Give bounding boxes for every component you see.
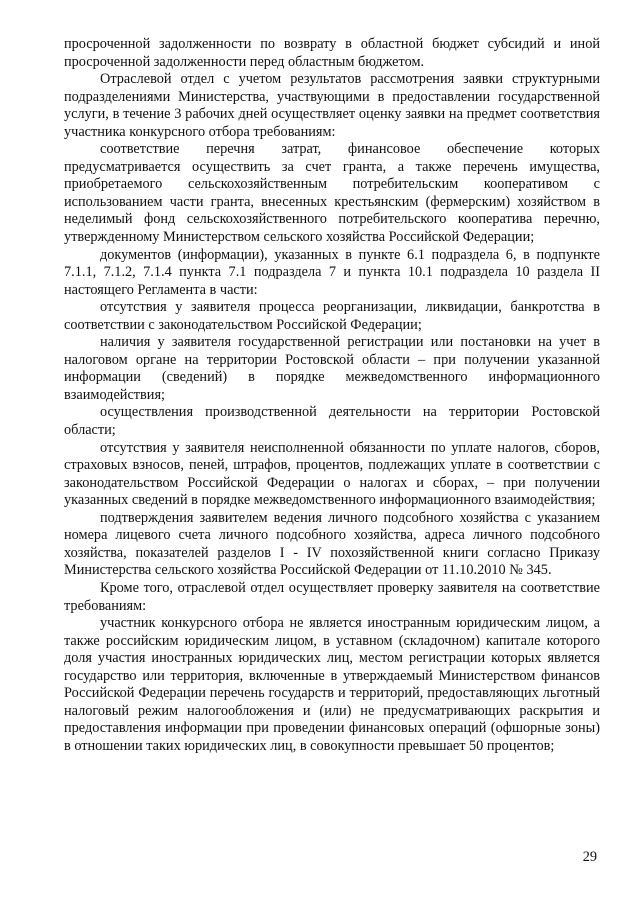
paragraph: наличия у заявителя государственной регистрации или постановки на учет в налоговом органе на территории Ростовской области – при получении указанной информации (сведений) в порядке межведомственного информационного взаимодействия; [64,334,600,403]
paragraph: Отраслевой отдел с учетом результатов рассмотрения заявки структурными подразделениями Министерства, участвующими в предоставлении государственной услуги, в течение 3 рабочих дней осуществляет оценку заявки на предмет соответствия участника конкурсного отбора требованиям: [64,71,600,140]
paragraph: соответствие перечня затрат, финансовое обеспечение которых предусматривается осуществить за счет гранта, а также перечень имущества, приобретаемого сельскохозяйственным потребительским кооперативом с использованием части гранта, внесенных крестьянским (фермерским) хозяйством в неделимый фонд сельскохозяйственного потребительского кооператива перечню, утвержденному Министерством сельского хозяйства Российской Федерации; [64,141,600,246]
paragraph: отсутствия у заявителя неисполненной обязанности по уплате налогов, сборов, страховых взносов, пеней, штрафов, процентов, подлежащих уплате в соответствии с законодательством Российской Федерации о налогах и сборах, – при получении указанных сведений в порядке межведомственного информационного взаимодействия; [64,439,600,509]
paragraph: документов (информации), указанных в пункте 6.1 подраздела 6, в подпункте 7.1.1, 7.1.2, 7.1.4 пункта 7.1 подраздела 7 и пункта 10.1 подраздела 10 раздела II настоящего Регламента в части: [64,246,600,298]
paragraph: Кроме того, отраслевой отдел осуществляет проверку заявителя на соответствие требованиям: [64,579,600,614]
paragraph: осуществления производственной деятельности на территории Ростовской области; [64,404,600,439]
document-body [64,36,600,755]
paragraph: участник конкурсного отбора не является иностранным юридическим лицом, а также российским юридическим лицом, в уставном (складочном) капитале которого доля участия иностранных юридических лиц, местом регистрации которых является государство или территория, включенные в утверждаемый Министерством финансов Российской Федерации перечень государств и территорий, предоставляющих льготный налоговый режим налогообложения и (или) не предусматривающих раскрытия и предоставления информации при проведении финансовых операций (офшорные зоны) в отношении таких юридических лиц, в совокупности превышает 50 процентов; [64,615,600,754]
paragraph: просроченной задолженности по возврату в областной бюджет субсидий и иной просроченной задолженности перед областным бюджетом. [64,36,600,70]
paragraph: подтверждения заявителем ведения личного подсобного хозяйства с указанием номера лицевого счета личного подсобного хозяйства, адреса личного подсобного хозяйства, показателей разделов I - IV похозяйственной книги согласно Приказу Министерства сельского хозяйства Российской Федерации от 11.10.2010 № 345. [64,509,600,579]
paragraph: отсутствия у заявителя процесса реорганизации, ликвидации, банкротства в соответствии с законодательством Российской Федерации; [64,299,600,333]
page-number: 29 [582,849,597,865]
